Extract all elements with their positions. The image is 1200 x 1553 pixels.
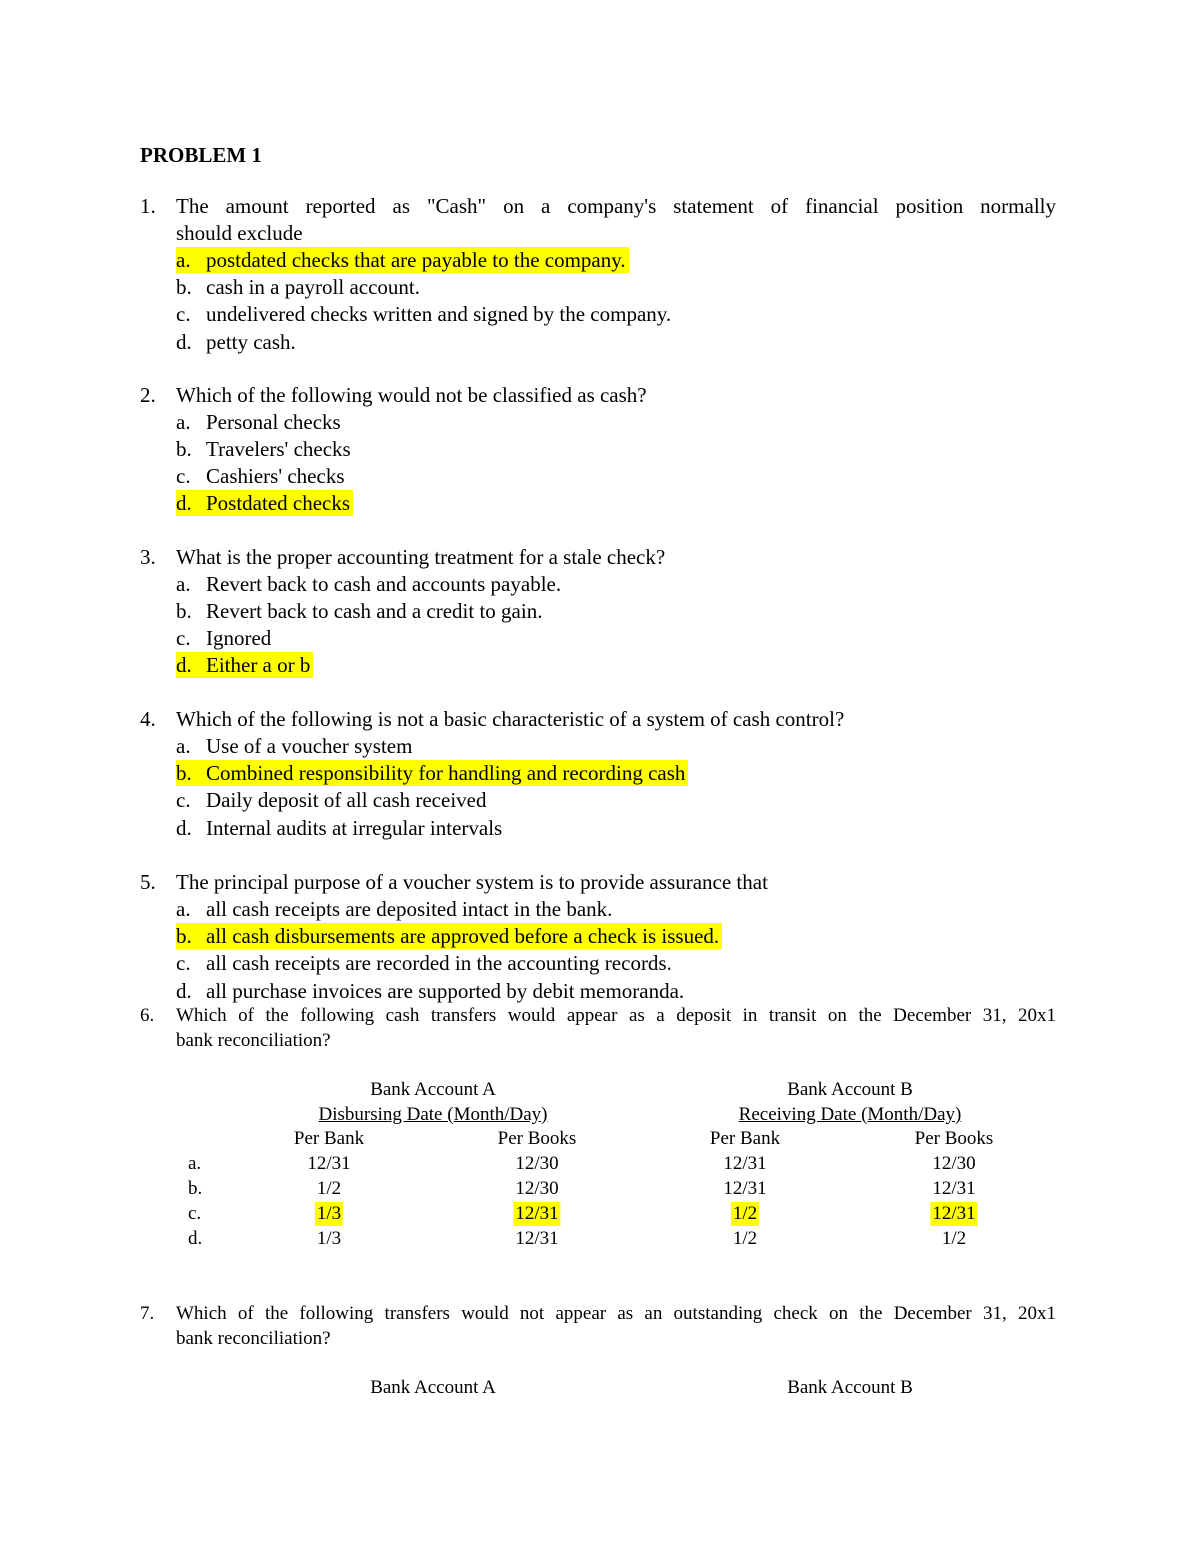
q4-option-c: c. Daily deposit of all cash received	[176, 788, 487, 812]
q7-line2: bank reconciliation?	[176, 1328, 331, 1349]
q6-row-c-books-b: 12/31	[932, 1203, 976, 1224]
q6-row-a-bank-a: 12/31	[307, 1153, 351, 1174]
q6-table-col3-header: Per Bank	[709, 1128, 781, 1149]
q6-row-c-bank-a: 1/3	[316, 1203, 342, 1224]
q4-text: Which of the following is not a basic characteristic of a system of cash control?	[176, 707, 845, 731]
q6-line2: bank reconciliation?	[176, 1030, 331, 1051]
q5-option-c: c. all cash receipts are recorded in the accounting records.	[176, 951, 672, 975]
q6-row-a-letter: a.	[188, 1153, 202, 1174]
q6-row-c-letter: c.	[188, 1203, 202, 1224]
q6-row-d-bank-a: 1/3	[316, 1228, 342, 1249]
q1-number: 1.	[140, 194, 156, 218]
q6-row-d-bank-b: 1/2	[732, 1228, 758, 1249]
q3-option-a: a. Revert back to cash and accounts payable.	[176, 572, 562, 596]
q7-account-a: Bank Account A	[370, 1377, 496, 1398]
q6-table-col1-header: Per Bank	[293, 1128, 365, 1149]
q6-row-d-letter: d.	[188, 1228, 203, 1249]
q6-number: 6.	[140, 1005, 155, 1026]
q2-option-a: a. Personal checks	[176, 410, 341, 434]
q1-line1: The amount reported as "Cash" on a company's statement of financial position normally	[176, 194, 1056, 218]
q6-table-account-b: Bank Account B	[787, 1079, 913, 1100]
q1-option-b: b. cash in a payroll account.	[176, 275, 420, 299]
q2-option-d: d. Postdated checks	[176, 490, 353, 516]
q3-number: 3.	[140, 545, 156, 569]
q3-option-d: d. Either a or b	[176, 652, 313, 678]
q5-option-b: b. all cash disbursements are approved before a check is issued.	[176, 923, 722, 949]
q1-option-a: a. postdated checks that are payable to the company.	[176, 247, 629, 273]
q6-table-account-a: Bank Account A	[370, 1079, 496, 1100]
q6-row-c-bank-b: 1/2	[732, 1203, 758, 1224]
q1-line2: should exclude	[176, 221, 303, 245]
q2-option-b: b. Travelers' checks	[176, 437, 351, 461]
q6-table-date-a: Disbursing Date (Month/Day)	[318, 1104, 548, 1125]
q6-table-col2-header: Per Books	[497, 1128, 577, 1149]
q2-option-c: c. Cashiers' checks	[176, 464, 345, 488]
q5-option-a: a. all cash receipts are deposited intact in the bank.	[176, 897, 613, 921]
q4-option-d: d. Internal audits at irregular intervals	[176, 816, 503, 840]
q4-option-a: a. Use of a voucher system	[176, 734, 413, 758]
page-title: PROBLEM 1	[140, 143, 262, 167]
q6-row-b-bank-a: 1/2	[316, 1178, 342, 1199]
q6-row-a-books-a: 12/30	[515, 1153, 559, 1174]
q5-text: The principal purpose of a voucher system is to provide assurance that	[176, 870, 768, 894]
q2-number: 2.	[140, 383, 156, 407]
q5-number: 5.	[140, 870, 156, 894]
q4-option-b: b. Combined responsibility for handling and recording cash	[176, 760, 688, 786]
q6-table-date-b: Receiving Date (Month/Day)	[738, 1104, 962, 1125]
q7-line1: Which of the following transfers would not appear as an outstanding check on the December 31, 20x1	[176, 1303, 1056, 1324]
q5-option-d: d. all purchase invoices are supported by debit memoranda.	[176, 979, 685, 1003]
q6-row-b-books-a: 12/30	[515, 1178, 559, 1199]
q6-row-b-letter: b.	[188, 1178, 203, 1199]
q6-row-b-books-b: 12/31	[932, 1178, 976, 1199]
q7-number: 7.	[140, 1303, 155, 1324]
q6-row-a-books-b: 12/30	[932, 1153, 976, 1174]
q2-text: Which of the following would not be classified as cash?	[176, 383, 647, 407]
q3-option-c: c. Ignored	[176, 626, 272, 650]
q6-row-d-books-b: 1/2	[941, 1228, 967, 1249]
q7-account-b: Bank Account B	[787, 1377, 913, 1398]
q6-row-a-bank-b: 12/31	[723, 1153, 767, 1174]
q4-number: 4.	[140, 707, 156, 731]
q6-row-c-books-a: 12/31	[515, 1203, 559, 1224]
q3-option-b: b. Revert back to cash and a credit to gain.	[176, 599, 543, 623]
q1-option-c: c. undelivered checks written and signed by the company.	[176, 302, 672, 326]
q6-line1: Which of the following cash transfers would appear as a deposit in transit on the December 31, 20x1	[176, 1005, 1056, 1026]
q6-table-col4-header: Per Books	[914, 1128, 994, 1149]
q1-option-d: d. petty cash.	[176, 330, 296, 354]
q3-text: What is the proper accounting treatment for a stale check?	[176, 545, 666, 569]
q6-row-b-bank-b: 12/31	[723, 1178, 767, 1199]
q6-row-d-books-a: 12/31	[515, 1228, 559, 1249]
